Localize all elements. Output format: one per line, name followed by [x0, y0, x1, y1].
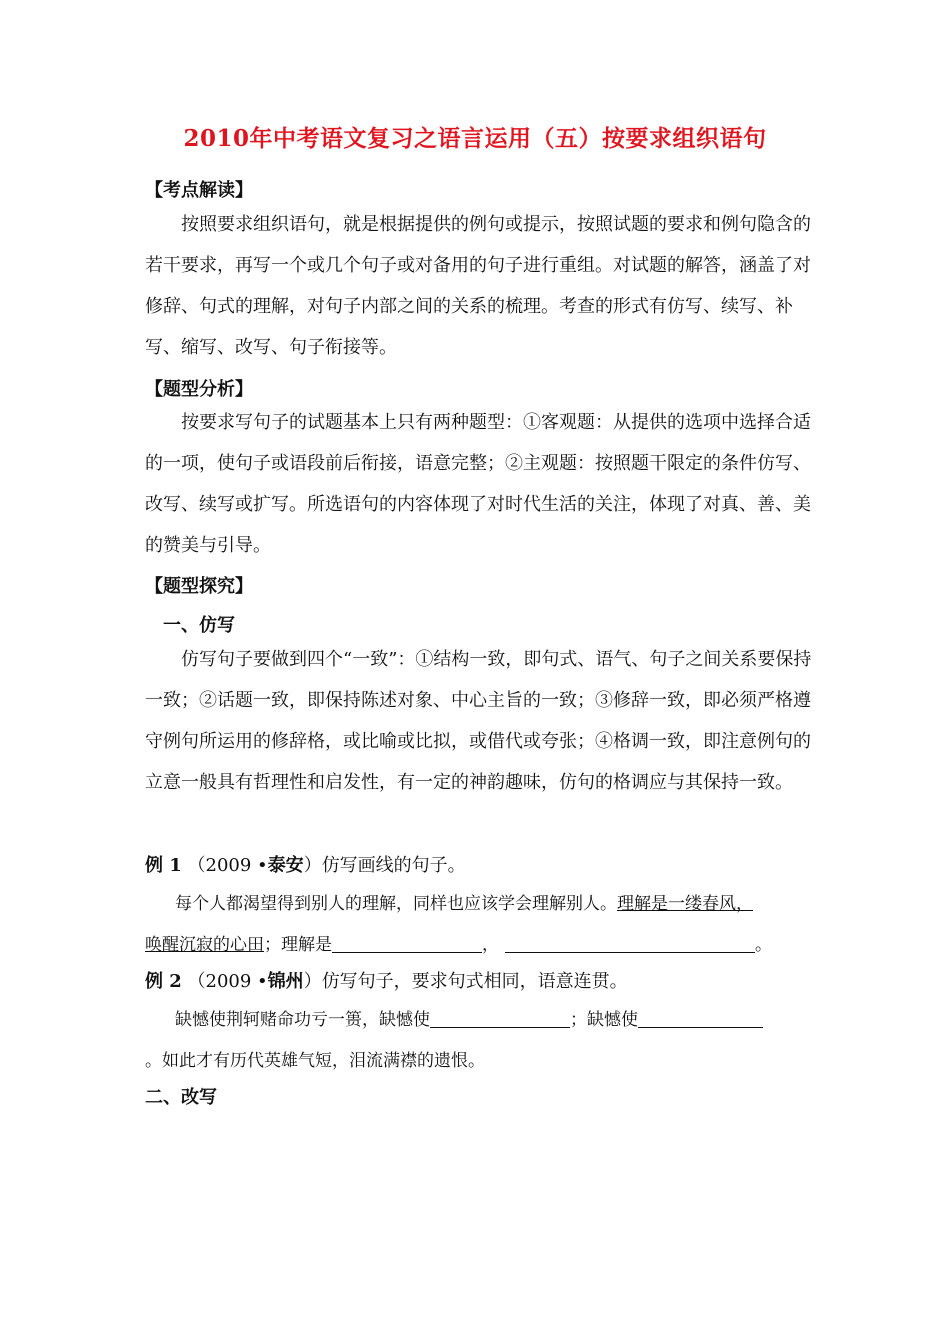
- example1-blank-1[interactable]: [332, 934, 482, 953]
- example2-blank-1[interactable]: [430, 1009, 570, 1028]
- kaodian-paragraph: 按照要求组织语句，就是根据提供的例句或提示，按照试题的要求和例句隐含的若干要求，再写一个或几个句子或对备用的句子进行重组。对试题的解答，涵盖了对修辞、句式的理解，对句子内部之间的关系的梳理。考查的形式有仿写、续写、补写、缩写、改写、句子衔接等。: [145, 214, 811, 358]
- page-title: 2010年中考语文复习之语言运用（五）按要求组织语句: [183, 125, 767, 152]
- example1-blank-2[interactable]: [505, 934, 755, 953]
- example1-comma: ，: [482, 935, 499, 955]
- kaodian-heading: 【考点解读】: [145, 180, 253, 201]
- example1-line1: [175, 889, 835, 914]
- tanjiu-heading: 【题型探究】: [145, 576, 253, 597]
- example1-source-close: ）: [303, 855, 322, 876]
- example1-source-open: （2009 •: [187, 855, 268, 876]
- section-gaixie-heading: 二、改写: [145, 1087, 217, 1108]
- example1-prompt: 仿写画线的句子。: [321, 855, 466, 876]
- example2-blank-2[interactable]: [638, 1009, 763, 1028]
- example1-header: [145, 851, 815, 877]
- example2-header: [145, 967, 815, 993]
- example2-source-open: （2009 •: [187, 971, 268, 992]
- example1-sentence: 每个人都渴望得到别人的理解，同样也应该学会理解别人。: [175, 894, 617, 914]
- example1-underlined-sentence: 理解是一缕春风，: [617, 894, 753, 914]
- fangxie-paragraph: 仿写句子要做到四个“一致”：①结构一致，即句式、语气、句子之间关系要保持一致；②话题一致，即保持陈述对象、中心主旨的一致；③修辞一致，即必须严格遵守例句所运用的修辞格，或比喻或比拟，或借代或夸张；④格调一致，即注意例句的立意一般具有哲理性和启发性，有一定的神韵趣味，仿句的格调应与其保持一致。: [145, 649, 812, 793]
- section-fangxie-heading: 一、仿写: [163, 615, 235, 636]
- example1-place: 泰安: [267, 855, 304, 876]
- example1-period: 。: [755, 935, 772, 955]
- tixing-heading: 【题型分析】: [145, 379, 253, 400]
- example2-source-close: ）: [303, 971, 322, 992]
- example2-prompt: 仿写句子，要求句式相同，语意连贯。: [321, 971, 628, 992]
- example1-line2: [145, 930, 825, 955]
- example2-line2: 。如此才有历代英雄气短，泪流满襟的遗恨。: [145, 1051, 485, 1071]
- example2-text-a: 缺憾使荆轲赌命功亏一篑，缺憾使: [175, 1010, 430, 1030]
- tixing-paragraph: 按要求写句子的试题基本上只有两种题型：①客观题：从提供的选项中选择合适的一项，使句子或语段前后衔接，语意完整；②主观题：按照题干限定的条件仿写、改写、续写或扩写。所选语句的内容体现了对时代生活的关注，体现了对真、善、美的赞美与引导。: [145, 412, 811, 556]
- example2-line1: [175, 1005, 825, 1030]
- example2-label: 例 2: [145, 971, 182, 992]
- example2-place: 锦州: [267, 971, 304, 992]
- example1-underlined-continued: 唤醒沉寂的心田: [145, 935, 264, 955]
- example2-text-b: ；缺憾使: [570, 1010, 638, 1030]
- example1-label: 例 1: [145, 855, 182, 876]
- example1-prompt-text: ；理解是: [264, 935, 332, 955]
